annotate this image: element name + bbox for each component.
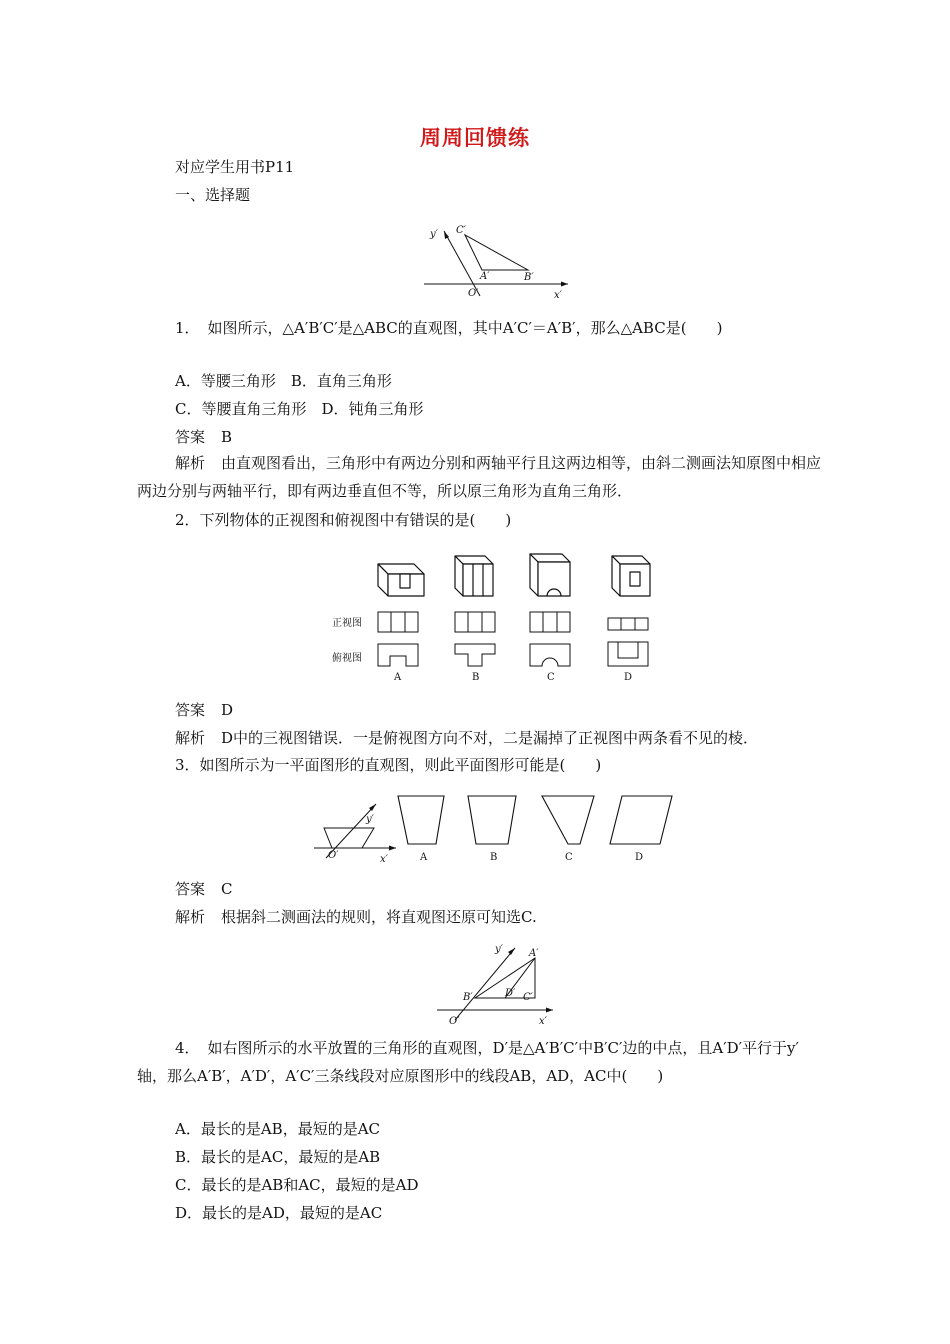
q4-text: 如右图所示的水平放置的三角形的直观图，D′是△A′B′C′中B′C′边的中点，且A′D′平行于y′轴，那么A′B′，A′D′，A′C′三条线段对应原图形中的线段AB，AD，AC中( ) (137, 1039, 799, 1085)
analysis-text: D中的三视图错误．一是俯视图方向不对，二是漏掉了正视图中两条看不见的棱． (221, 729, 759, 747)
q4-d-label: D′ (505, 988, 516, 999)
answer-value: C (221, 880, 233, 898)
q3-analysis (175, 907, 537, 927)
answer-value: D (221, 701, 234, 719)
q3-number: 3． (175, 756, 200, 774)
book-reference: 对应学生用书P11 (175, 158, 295, 176)
q2-answer (175, 700, 233, 720)
q2-label-d: D (624, 672, 633, 683)
q1-stem (137, 314, 822, 342)
answer-label: 答案 (175, 428, 206, 446)
q1-b-label: B′ (524, 272, 534, 283)
q2-label-a: A (394, 672, 402, 683)
section-heading: 一、选择题 (175, 186, 251, 204)
q4-x-label: x′ (539, 1016, 547, 1027)
q4-option-b: B．最长的是AC，最短的是AB (175, 1148, 381, 1166)
q3-shape-a (398, 796, 444, 844)
object-a (378, 564, 424, 596)
q3-label-c: C (565, 852, 573, 863)
q4-b-label: B′ (463, 992, 473, 1003)
object-c (530, 554, 570, 596)
q3-shape-b (468, 796, 516, 844)
q2-label-b: B (472, 672, 480, 683)
answer-label: 答案 (175, 880, 206, 898)
q4-y-label: y′ (495, 944, 503, 955)
q2-analysis (175, 728, 758, 748)
q3-label-a: A (420, 852, 428, 863)
analysis-label: 解析 (175, 729, 206, 747)
q3-shape-c (542, 796, 594, 844)
q1-c-label: C′ (456, 225, 466, 236)
q1-options-cd: C．等腰直角三角形 D．钝角三角形 (175, 400, 424, 418)
top-view-label: 俯视图 (332, 653, 362, 664)
q1-answer (175, 427, 232, 447)
q3-label-b: B (490, 852, 498, 863)
q4-stem (137, 1034, 822, 1090)
q3-label-d: D (635, 852, 644, 863)
object-d (612, 556, 650, 596)
q1-analysis (137, 449, 822, 505)
q3-stem (175, 755, 601, 775)
q4-option-c: C．最长的是AB和AC，最短的是AD (175, 1176, 419, 1194)
object-b (455, 556, 493, 596)
q3-answer (175, 879, 233, 899)
q1-options-ab: A．等腰三角形 B．直角三角形 (175, 372, 392, 390)
q3-text: 如图所示为一平面图形的直观图，则此平面图形可能是( ) (199, 756, 602, 774)
q1-x-label: x′ (554, 290, 562, 300)
q4-figure (435, 938, 555, 1028)
q3-origin-label: O′ (328, 850, 339, 861)
answer-label: 答案 (175, 701, 206, 719)
q2-label-c: C (547, 672, 555, 683)
analysis-label: 解析 (175, 908, 206, 926)
q2-figure (330, 544, 660, 684)
q2-text: 下列物体的正视图和俯视图中有错误的是( ) (199, 511, 512, 529)
q4-option-a: A．最长的是AB，最短的是AC (175, 1120, 380, 1138)
q4-origin-label: O′ (449, 1016, 460, 1027)
q1-y-label: y′ (430, 229, 438, 240)
q3-shape-d (610, 796, 672, 844)
q1-figure (420, 222, 570, 300)
answer-value: B (221, 428, 233, 446)
page-title: 周周回馈练 (420, 125, 530, 150)
q4-a-label: A′ (529, 948, 539, 959)
analysis-text: 根据斜二测画法的规则，将直观图还原可知选C. (221, 908, 537, 926)
q3-y-label: y′ (366, 814, 374, 825)
q1-text: 如图所示，△A′B′C′是△ABC的直观图，其中A′C′＝A′B′，那么△ABC是( ) (207, 319, 723, 337)
q4-c-label: C′ (523, 992, 533, 1003)
front-view-label: 正视图 (332, 618, 362, 629)
q3-figure (312, 788, 682, 866)
q2-number: 2． (175, 511, 200, 529)
analysis-text: 由直观图看出，三角形中有两边分别和两轴平行且这两边相等，由斜二测画法知原图中相应两边分别与两轴平行，即有两边垂直但不等，所以原三角形为直角三角形． (137, 454, 822, 500)
q1-origin-label: O′ (468, 288, 479, 299)
q1-a-label: A′ (480, 271, 490, 282)
q2-stem (175, 510, 511, 530)
q3-x-label: x′ (380, 854, 388, 865)
analysis-label: 解析 (175, 454, 206, 472)
q4-option-d: D．最长的是AD，最短的是AC (175, 1204, 383, 1222)
q1-number: 1． (175, 319, 200, 337)
q4-number: 4． (175, 1039, 200, 1057)
